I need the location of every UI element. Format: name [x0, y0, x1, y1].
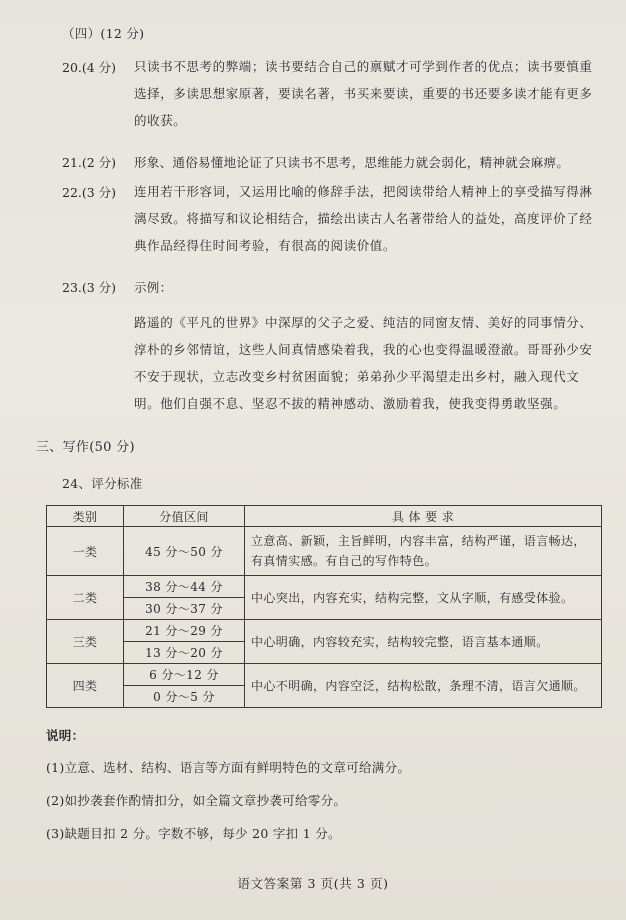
range-cell: 38 分～44 分 — [124, 576, 245, 598]
category-cell: 四类 — [47, 664, 124, 708]
range-cell: 13 分～20 分 — [124, 642, 245, 664]
q21-answer: 形象、通俗易懂地论证了只读书不思考，思维能力就会弱化，精神就会麻痹。 — [134, 155, 570, 170]
requirement-cell: 中心明确，内容较充实，结构较完整，语言基本通顺。 — [245, 620, 602, 664]
section-three-heading: 三、写作(50 分) — [36, 440, 135, 455]
table-row — [47, 620, 602, 642]
q23-answer: 路遥的《平凡的世界》中深厚的父子之爱、纯洁的同窗友情、美好的同事情分、淳朴的乡邻情谊，这些人间真情感染着我，我的心也变得温暖澄澈。哥哥孙少安不安于现状，立志改变乡村贫困面貌；弟弟孙少平渴望走出乡村，融入现代文明。他们自强不息、坚忍不拔的精神感动、激励着我，使我变得勇敢坚强。 — [134, 315, 593, 411]
q24-heading: 24、评分标准 — [62, 476, 143, 491]
section-four-heading: （四）(12 分) — [62, 26, 145, 41]
range-cell: 30 分～37 分 — [124, 598, 245, 620]
q22-number: 22.(3 分) — [62, 185, 117, 200]
requirement-cell: 中心不明确，内容空泛，结构松散，条理不清，语言欠通顺。 — [245, 664, 602, 708]
category-cell: 三类 — [47, 620, 124, 664]
range-cell: 6 分～12 分 — [124, 664, 245, 686]
requirement-cell: 立意高、新颖，主旨鲜明，内容丰富，结构严谨，语言畅达，有真情实感。有自己的写作特色。 — [245, 527, 602, 576]
header-category: 类别 — [47, 506, 124, 527]
range-cell: 45 分～50 分 — [124, 527, 245, 576]
note-item: (2)如抄袭套作酌情扣分，如全篇文章抄袭可给零分。 — [46, 793, 347, 808]
range-cell: 21 分～29 分 — [124, 620, 245, 642]
table-row — [47, 664, 602, 686]
category-cell: 一类 — [47, 527, 124, 576]
q23-label: 示例： — [134, 280, 173, 295]
requirement-cell: 中心突出，内容充实，结构完整，文从字顺，有感受体验。 — [245, 576, 602, 620]
header-range: 分值区间 — [124, 506, 245, 527]
page-footer: 语文答案第 3 页(共 3 页) — [237, 876, 389, 891]
q20-answer: 只读书不思考的弊端；读书要结合自己的禀赋才可学到作者的优点；读书要慎重选择，多读思想家原著，要读名著，书买来要读，重要的书还要多读才能有更多的收获。 — [134, 59, 593, 128]
notes-title: 说明： — [46, 728, 85, 743]
q23-number: 23.(3 分) — [62, 280, 117, 295]
table-row — [47, 576, 602, 598]
q21-number: 21.(2 分) — [62, 155, 117, 170]
table-row — [47, 527, 602, 576]
table-header-row — [47, 506, 602, 527]
category-cell: 二类 — [47, 576, 124, 620]
note-item: (1)立意、选材、结构、语言等方面有鲜明特色的文章可给满分。 — [46, 760, 411, 775]
grading-table — [46, 505, 602, 708]
note-item: (3)缺题目扣 2 分。字数不够，每少 20 字扣 1 分。 — [46, 826, 341, 841]
q20-number: 20.(4 分) — [62, 60, 117, 75]
range-cell: 0 分～5 分 — [124, 686, 245, 708]
header-requirement: 具 体 要 求 — [245, 506, 602, 527]
q22-answer: 连用若干形容词，又运用比喻的修辞手法，把阅读带给人精神上的享受描写得淋漓尽致。将描写和议论相结合，描绘出读古人名著带给人的益处，高度评价了经典作品经得住时间考验，有很高的阅读价值。 — [134, 184, 593, 253]
